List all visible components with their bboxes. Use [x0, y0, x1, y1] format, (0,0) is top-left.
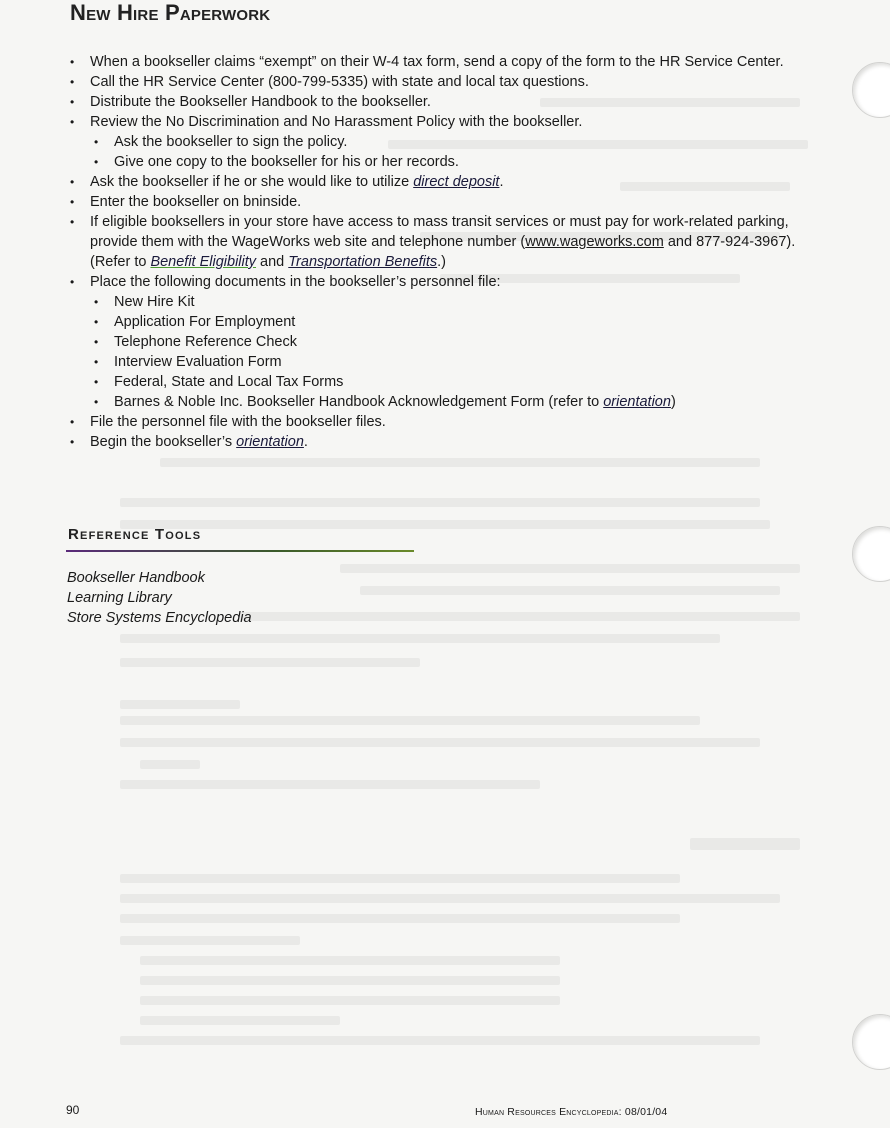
reference-item: Store Systems Encyclopedia — [67, 610, 252, 626]
reference-item: Learning Library — [67, 590, 172, 606]
sub-list — [90, 292, 810, 412]
orientation-link[interactable]: orientation — [236, 434, 304, 450]
list-item: • Begin the bookseller’s orientation. — [70, 432, 810, 452]
sub-list-item: • Barnes & Noble Inc. Bookseller Handbook Acknowledgement Form (refer to orientation) — [94, 392, 810, 412]
reference-tools-list — [67, 568, 252, 628]
sub-list-item: • Telephone Reference Check — [94, 332, 810, 352]
sub-list-item: • Ask the bookseller to sign the policy. — [94, 132, 810, 152]
list-item: • Review the No Discrimination and No Harassment Policy with the bookseller. • Ask the bookseller to sign the policy. • Give one copy to the bookseller for his or her records. — [70, 112, 810, 172]
orientation-link[interactable]: orientation — [603, 394, 671, 410]
transportation-benefits-link[interactable]: Transportation Benefits — [288, 254, 438, 270]
reference-tools-heading: Reference Tools — [68, 526, 202, 543]
sub-list-item: • Interview Evaluation Form — [94, 352, 810, 372]
binder-hole — [852, 526, 890, 582]
sub-list-item: • Give one copy to the bookseller for his or her records. — [94, 152, 810, 172]
footer-title: Human Resources Encyclopedia: 08/01/04 — [475, 1106, 668, 1118]
list-item: • Enter the bookseller on bninside. — [70, 192, 810, 212]
list-item: • If eligible booksellers in your store have access to mass transit services or must pay for work-related parking, provide them with the WageWorks web site and telephone number (www.wageworks.com and 877-924-3967). (Refer to Benefit Eligibility and Transportation Benefits.) — [70, 212, 810, 272]
list-item: • File the personnel file with the bookseller files. — [70, 412, 810, 432]
binder-hole — [852, 62, 890, 118]
section-divider — [66, 550, 414, 552]
binder-hole — [852, 1014, 890, 1070]
direct-deposit-link[interactable]: direct deposit — [413, 174, 500, 190]
page-title: New Hire Paperwork — [70, 0, 271, 25]
sub-list-item: • Application For Employment — [94, 312, 810, 332]
sub-list-item: • Federal, State and Local Tax Forms — [94, 372, 810, 392]
new-hire-checklist — [70, 52, 810, 452]
wageworks-url-link[interactable]: www.wageworks.com — [525, 234, 664, 250]
reference-item: Bookseller Handbook — [67, 570, 205, 586]
list-item: • Distribute the Bookseller Handbook to the bookseller. — [70, 92, 810, 112]
sub-list — [90, 132, 810, 172]
list-item: • Place the following documents in the bookseller’s personnel file: • New Hire Kit • Application For Employment • Telephone Reference Check • Interview Evaluation Form • Federal, State and Local Tax Forms • Barnes & Noble Inc. Bookseller Handbook Acknowledgement Form (refer to orientation) — [70, 272, 810, 412]
page-number: 90 — [66, 1103, 80, 1117]
list-item: • When a bookseller claims “exempt” on their W-4 tax form, send a copy of the form to the HR Service Center. — [70, 52, 810, 72]
list-item: • Ask the bookseller if he or she would like to utilize direct deposit. — [70, 172, 810, 192]
sub-list-item: • New Hire Kit — [94, 292, 810, 312]
benefit-eligibility-link[interactable]: Benefit Eligibility — [150, 254, 257, 270]
list-item: • Call the HR Service Center (800-799-5335) with state and local tax questions. — [70, 72, 810, 92]
